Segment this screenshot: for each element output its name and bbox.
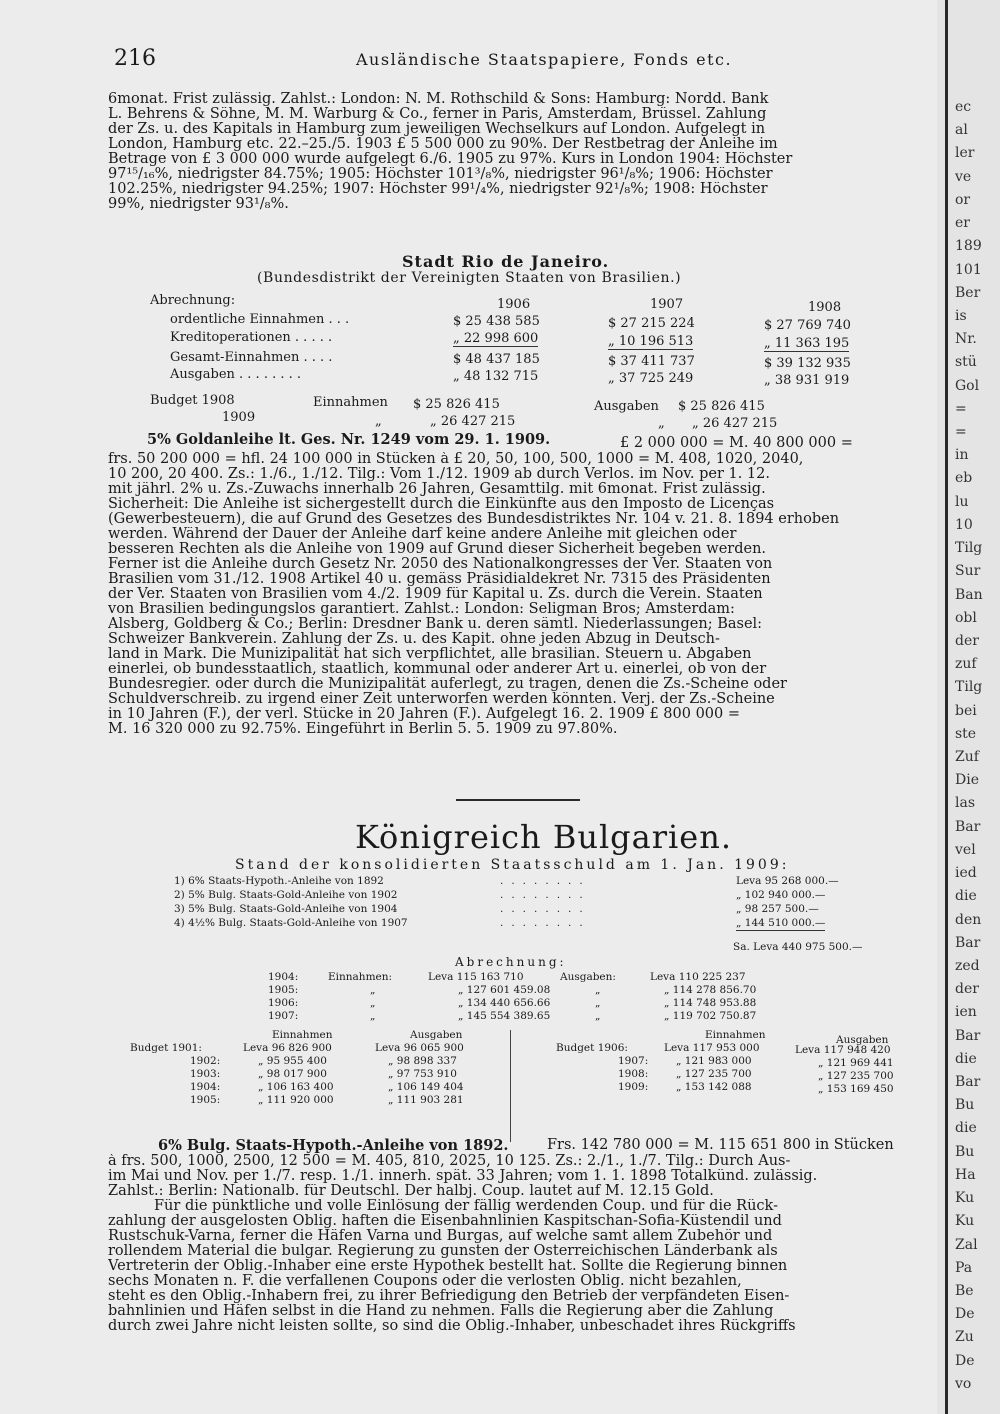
text-line: Brasilien vom 31./12. 1908 Artikel 40 u. gemäss Präsidialdekret Nr. 7315 des Präsidenten	[108, 572, 771, 587]
abr-ausg: „ 114 278 856.70	[664, 984, 757, 996]
rio-budget-cell: „ 26 427 215	[692, 416, 778, 431]
margin-fragment: bei	[955, 702, 977, 719]
margin-fragment: stü	[955, 354, 977, 371]
text-line: Ferner ist die Anleihe durch Gesetz Nr. 2050 des Nationalkongresses der Ver. Staaten von	[108, 557, 773, 572]
margin-fragment: die	[955, 1120, 977, 1137]
rio-cell: „ 37 725 249	[608, 371, 694, 386]
abr-ausg: „ 114 748 953.88	[664, 997, 757, 1009]
margin-fragment: al	[955, 122, 968, 139]
debt-amount: „ 102 940 000.—	[736, 889, 826, 901]
bulgaria-stand-line: Stand der konsolidierten Staatsschuld am 1. Jan. 1909:	[235, 857, 790, 873]
margin-fragment: obl	[955, 609, 977, 626]
margin-fragment: Gol	[955, 377, 980, 394]
margin-fragment: Bar	[955, 934, 981, 951]
hypoth-loan-heading: 6% Bulg. Staats-Hypoth.-Anleihe von 1892.	[158, 1137, 509, 1154]
text-line: Rustschuk-Varna, ferner die Häfen Varna und Burgas, auf welche samt allem Zubehör und	[108, 1229, 773, 1244]
text-line: werden. Während der Dauer der Anleihe darf keine andere Anleihe mit gleichen oder	[108, 527, 737, 542]
margin-fragment: den	[955, 911, 982, 928]
margin-fragment: zed	[955, 957, 980, 974]
margin-fragment: vel	[955, 841, 976, 858]
gold-loan-amount: £ 2 000 000 = M. 40 800 000 =	[620, 435, 853, 451]
text-line: à frs. 500, 1000, 2500, 12 500 = M. 405, 810, 2025, 10 125. Zs.: 2./1., 1./7. Tilg.: Durch Aus-	[108, 1154, 791, 1169]
budget-year: Budget 1901:	[130, 1042, 202, 1054]
text-line: steht es den Oblig.-Inhabern frei, zu ihrer Befriedigung den Betrieb der verpfändeten Eisen-	[108, 1289, 790, 1304]
margin-fragment: 10	[955, 516, 973, 533]
budget-ausg: „ 127 235 700	[818, 1070, 894, 1082]
budget-left-head-a: Ausgaben	[410, 1029, 463, 1041]
rio-cell: $ 25 438 585	[453, 314, 540, 329]
rio-budget-label: „	[375, 414, 382, 429]
margin-fragment: der	[955, 981, 979, 998]
hypoth-loan-paragraph	[108, 1154, 937, 1334]
leader-dots: ........	[500, 875, 591, 887]
debt-total: Sa. Leva 440 975 500.—	[733, 941, 863, 953]
margin-fragment: Nr.	[955, 331, 977, 348]
margin-fragment: is	[955, 307, 967, 324]
gold-loan-heading: 5% Goldanleihe lt. Ges. Nr. 1249 vom 29. 1. 1909.	[147, 431, 551, 448]
rio-cell: $ 37 411 737	[608, 354, 695, 369]
rio-budget-label: „	[658, 416, 665, 431]
text-line: M. 16 320 000 zu 92.75%. Eingeführt in Berlin 5. 5. 1909 zu 97.80%.	[108, 722, 618, 737]
budget-ausg: „ 121 969 441	[818, 1057, 894, 1069]
abr-e-label: „	[370, 997, 376, 1009]
abr-e-label: „	[370, 1010, 376, 1022]
margin-fragment: Ber	[955, 284, 981, 301]
rio-cell: „ 10 196 513	[608, 334, 694, 349]
margin-fragment: vo	[955, 1375, 972, 1392]
margin-fragment: Be	[955, 1282, 974, 1299]
budget-ausg: „ 106 149 404	[388, 1081, 464, 1093]
margin-fragment: =	[955, 400, 967, 417]
budget-left-head-e: Einnahmen	[272, 1029, 333, 1041]
text-line: Bundesregier. oder durch die Munizipalität auferlegt, zu tragen, denen die Zs.-Scheine oder	[108, 677, 787, 692]
text-line: in 10 Jahren (F.), der verl. Stücke in 20 Jahren (F.). Aufgelegt 16. 2. 1909 £ 800 000 =	[108, 707, 741, 722]
rio-cell: $ 27 215 224	[608, 316, 695, 331]
abr-a-label: „	[595, 1010, 601, 1022]
rio-cell: „ 11 363 195	[764, 336, 850, 351]
margin-fragment: Ku	[955, 1213, 975, 1230]
budget-year: Budget 1906:	[556, 1042, 628, 1054]
margin-fragment: Ku	[955, 1190, 975, 1207]
margin-fragment: Bar	[955, 818, 981, 835]
rio-cell: „ 48 132 715	[453, 369, 539, 384]
abr-year: 1904:	[268, 971, 299, 983]
text-line: 102.25%, niedrigster 94.25%; 1907: Höchster 99¹/₄%, niedrigster 92¹/₈%; 1908: Höchster	[108, 182, 768, 197]
abr-year: 1905:	[268, 984, 299, 996]
rio-cell: „ 22 998 600	[453, 331, 539, 346]
abr-ausg: Leva 110 225 237	[650, 971, 746, 983]
text-line: Sicherheit: Die Anleihe ist sichergestellt durch die Einkünfte aus den Imposto de Licenças	[108, 497, 775, 512]
rio-abrechnung-label: Abrechnung:	[150, 293, 236, 308]
section-heading-bulgaria: Königreich Bulgarien.	[355, 818, 732, 856]
budget-year: 1908:	[618, 1068, 649, 1080]
abr-e-label: Einnahmen:	[328, 971, 393, 983]
text-line: 10 200, 20 400. Zs.: 1./6., 1./12. Tilg.: Vom 1./12. 1909 ab durch Verlos. im Nov. per 1. 12.	[108, 467, 770, 482]
abr-einn: „ 127 601 459.08	[458, 984, 551, 996]
budget-right-head-a: Ausgaben	[836, 1034, 889, 1046]
margin-fragment: De	[955, 1306, 975, 1323]
budget-year: 1909:	[618, 1081, 649, 1093]
rio-year-1906: 1906	[497, 297, 531, 312]
margin-fragment: Pa	[955, 1259, 973, 1276]
margin-fragment: ec	[955, 99, 972, 115]
rio-cell: $ 39 132 935	[764, 356, 851, 371]
abr-a-label: „	[595, 984, 601, 996]
abr-year: 1907:	[268, 1010, 299, 1022]
margin-fragment: ien	[955, 1004, 977, 1021]
text-line: Schuldverschreib. zu irgend einer Zeit unterworfen werden könnten. Verj. der Zs.-Scheine	[108, 692, 775, 707]
budget-einn: Leva 117 953 000	[664, 1042, 760, 1054]
budget-einn: „ 127 235 700	[676, 1068, 752, 1080]
text-line: Betrage von £ 3 000 000 wurde aufgelegt 6./6. 1905 zu 97%. Kurs in London 1904: Höchster	[108, 152, 793, 167]
margin-fragment: zuf	[955, 656, 977, 673]
margin-fragment: or	[955, 191, 971, 208]
rio-budget-cell: „ 26 427 215	[430, 414, 516, 429]
text-line: (Gewerbesteuern), die auf Grund des Gesetzes des Bundesdistriktes Nr. 104 v. 21. 8. 1894 erhoben	[108, 512, 840, 527]
text-line: einerlei, ob bundesstaatlich, staatlich, kommunal oder anderer Art u. einerlei, ob von der	[108, 662, 767, 677]
margin-fragment: Bar	[955, 1027, 981, 1044]
margin-fragment: er	[955, 215, 970, 232]
margin-fragment: in	[955, 447, 969, 464]
margin-fragment: Ha	[955, 1166, 976, 1183]
abr-e-label: „	[370, 984, 376, 996]
abr-einn: „ 145 554 389.65	[458, 1010, 551, 1022]
margin-fragment: Zal	[955, 1236, 978, 1253]
debt-label: 3) 5% Bulg. Staats-Gold-Anleihe von 1904	[174, 903, 398, 915]
text-line: besseren Rechten als die Anleihe von 1909 auf Grund dieser Sicherheit begeben werden.	[108, 542, 767, 557]
text-line: L. Behrens & Söhne, M. M. Warburg & Co., ferner in Paris, Amsterdam, Brüssel. Zahlung	[108, 107, 767, 122]
budget-einn: „ 95 955 400	[258, 1055, 327, 1067]
page-number: 216	[114, 46, 156, 71]
text-line: land in Mark. Die Munizipalität hat sich verpflichtet, alle brasilian. Steuern u. Abgaben	[108, 647, 752, 662]
leader-dots: ........	[500, 903, 591, 915]
text-line: Für die pünktliche und volle Einlösung der fällig werdenden Coup. und für die Rück-	[154, 1199, 778, 1214]
text-line: frs. 50 200 000 = hfl. 24 100 000 in Stücken à £ 20, 50, 100, 500, 1000 = M. 408, 1020, 2040,	[108, 452, 804, 467]
rio-year-1908: 1908	[808, 300, 842, 315]
margin-fragment: ste	[955, 725, 977, 742]
section-heading-rio: Stadt Rio de Janeiro.	[402, 252, 610, 271]
bulgaria-abrechnung-label: Abrechnung:	[455, 955, 567, 969]
margin-fragment: Bu	[955, 1097, 975, 1114]
margin-fragment: las	[955, 795, 976, 812]
debt-label: 2) 5% Bulg. Staats-Gold-Anleihe von 1902	[174, 889, 398, 901]
text-line: mit jährl. 2% u. Zs.-Zuwachs innerhalb 26 Jahren, Gesamttilg. mit 6monat. Frist zulässig.	[108, 482, 766, 497]
text-line: zahlung der ausgelosten Oblig. haften die Eisenbahnlinien Kaspitschan-Sofia-Küstendil und	[108, 1214, 782, 1229]
text-line: Schweizer Bankverein. Zahlung der Zs. u. des Kapit. ohne jeden Abzug in Deutsch-	[108, 632, 720, 647]
abr-ausg: „ 119 702 750.87	[664, 1010, 757, 1022]
gold-loan-paragraph	[108, 452, 937, 737]
hypoth-loan-amount: Frs. 142 780 000 = M. 115 651 800 in Stücken	[547, 1137, 894, 1153]
rio-row-label: ordentliche Einnahmen . . .	[170, 312, 350, 327]
text-line: sechs Monaten n. F. die verfallenen Coupons oder die verlosten Oblig. nicht bezahlen,	[108, 1274, 742, 1289]
margin-fragment: Bu	[955, 1143, 975, 1160]
budget-einn: „ 153 142 088	[676, 1081, 752, 1093]
leader-dots: ........	[500, 889, 591, 901]
text-line: Alsberg, Goldberg & Co.; Berlin: Dresdner Bank u. deren sämtl. Niederlassungen; Basel:	[108, 617, 763, 632]
debt-amount: „ 98 257 500.—	[736, 903, 819, 915]
margin-fragment: Zuf	[955, 749, 979, 765]
page-gutter-shadow	[945, 0, 948, 1414]
rio-row-label: Gesamt-Einnahmen . . . .	[170, 350, 333, 365]
budget-ausg: „ 153 169 450	[818, 1083, 894, 1095]
section-divider	[456, 799, 580, 801]
text-line: im Mai und Nov. per 1./7. resp. 1./1. innerh. spät. 33 Jahren; vom 1. 1. 1898 Totalkünd. zulässig.	[108, 1169, 818, 1184]
text-line: der Zs. u. des Kapitals in Hamburg zum jeweiligen Wechselkurs auf London. Aufgelegt in	[108, 122, 766, 137]
budget-year: 1904:	[190, 1081, 221, 1093]
margin-fragment: Ban	[955, 586, 983, 603]
rio-budget-label: Ausgaben	[594, 399, 659, 414]
text-line: Vertreterin der Oblig.-Inhaber eine erste Hypothek bestellt hat. Sollte die Regierung binnen	[108, 1259, 788, 1274]
rio-year-1907: 1907	[650, 297, 684, 312]
budget-ausg: „ 98 898 337	[388, 1055, 457, 1067]
rio-budget-label: Einnahmen	[313, 395, 388, 410]
rio-budget-year: Budget 1908	[150, 393, 235, 408]
budget-ausg: „ 111 903 281	[388, 1094, 464, 1106]
text-line: Zahlst.: Berlin: Nationalb. für Deutschl. Der halbj. Coup. lautet auf M. 12.15 Gold.	[108, 1184, 714, 1199]
rio-budget-year: 1909	[222, 410, 256, 425]
section-subtitle-rio: (Bundesdistrikt der Vereinigten Staaten von Brasilien.)	[257, 270, 682, 286]
margin-fragment: Bar	[955, 1074, 981, 1090]
budget-ausg: Leva 96 065 900	[375, 1042, 464, 1054]
margin-fragment: ve	[955, 168, 972, 185]
text-line: 99%, niedrigster 93¹/₈%.	[108, 197, 289, 212]
margin-fragment: =	[955, 424, 967, 440]
abr-einn: „ 134 440 656.66	[458, 997, 551, 1009]
margin-fragment: ied	[955, 865, 977, 882]
text-line: durch zwei Jahre nicht leisten sollte, so sind die Oblig.-Inhaber, unbeschadet ihres Rückgriffs	[108, 1319, 796, 1334]
budget-einn: Leva 96 826 900	[243, 1042, 332, 1054]
budget-year: 1907:	[618, 1055, 649, 1067]
rio-cell: „ 38 931 919	[764, 373, 850, 388]
rio-row-label: Kreditoperationen . . . . .	[170, 330, 333, 345]
margin-fragment: Die	[955, 772, 979, 789]
budget-ausg: Leva 117 948 420	[795, 1044, 891, 1056]
rio-cell: $ 48 437 185	[453, 352, 540, 367]
margin-fragment: die	[955, 888, 977, 905]
budget-year: 1902:	[190, 1055, 221, 1067]
text-line: bahnlinien und Häfen selbst in die Hand zu nehmen. Falls die Regierung aber die Zahlung	[108, 1304, 774, 1319]
margin-fragment: lu	[955, 493, 969, 510]
rio-row-label: Ausgaben . . . . . . . .	[170, 367, 302, 382]
text-line: rollendem Material die bulgar. Regierung zu gunsten der Österreichischen Länderbank als	[108, 1244, 778, 1259]
debt-label: 4) 4½% Bulg. Staats-Gold-Anleihe von 1907	[174, 917, 408, 929]
margin-fragment: 189	[955, 238, 982, 255]
margin-fragment: De	[955, 1352, 975, 1369]
margin-fragment: Zu	[955, 1329, 974, 1346]
abr-year: 1906:	[268, 997, 299, 1009]
budget-right-head-e: Einnahmen	[705, 1029, 766, 1041]
debt-amount: Leva 95 268 000.—	[736, 875, 839, 887]
margin-fragment: Sur	[955, 563, 981, 580]
margin-fragment: Tilg	[955, 679, 983, 696]
leader-dots: ........	[500, 917, 591, 929]
abr-a-label: Ausgaben:	[560, 971, 616, 983]
rio-budget-cell: $ 25 826 415	[413, 397, 500, 412]
budget-einn: „ 106 163 400	[258, 1081, 334, 1093]
margin-fragment: Tilg	[955, 540, 983, 557]
margin-fragment: 101	[955, 261, 982, 278]
budget-einn: „ 121 983 000	[676, 1055, 752, 1067]
rio-budget-cell: $ 25 826 415	[678, 399, 765, 414]
column-rule	[510, 1030, 511, 1142]
adjacent-page-edge	[937, 0, 1000, 1414]
margin-fragment: die	[955, 1050, 977, 1067]
text-line: 6monat. Frist zulässig. Zahlst.: London: N. M. Rothschild & Sons: Hamburg: Nordd. Bank	[108, 92, 769, 107]
rio-cell: $ 27 769 740	[764, 318, 851, 333]
text-line: von Brasilien bedingungslos garantiert. Zahlst.: London: Seligman Bros; Amsterdam:	[108, 602, 735, 617]
budget-year: 1903:	[190, 1068, 221, 1080]
text-line: London, Hamburg etc. 22.–25./5. 1903 £ 5 500 000 zu 90%. Der Restbetrag der Anleihe im	[108, 137, 778, 152]
budget-year: 1905:	[190, 1094, 221, 1106]
budget-ausg: „ 97 753 910	[388, 1068, 457, 1080]
margin-fragment: eb	[955, 470, 973, 487]
abr-a-label: „	[595, 997, 601, 1009]
text-line: 97¹⁵/₁₆%, niedrigster 84.75%; 1905: Höchster 101³/₈%, niedrigster 96¹/₈%; 1906: Höchster	[108, 167, 773, 182]
intro-paragraph	[108, 92, 937, 212]
debt-label: 1) 6% Staats-Hypoth.-Anleihe von 1892	[174, 875, 384, 887]
text-line: der Ver. Staaten von Brasilien vom 4./2. 1909 für Kapital u. Zs. durch die Verein. Staaten	[108, 587, 763, 602]
budget-einn: „ 111 920 000	[258, 1094, 334, 1106]
debt-amount: „ 144 510 000.—	[736, 917, 826, 929]
margin-fragment: der	[955, 632, 979, 649]
budget-einn: „ 98 017 900	[258, 1068, 327, 1080]
abr-einn: Leva 115 163 710	[428, 971, 524, 983]
margin-fragment: ler	[955, 145, 975, 162]
running-title: Ausländische Staatspapiere, Fonds etc.	[356, 50, 733, 69]
